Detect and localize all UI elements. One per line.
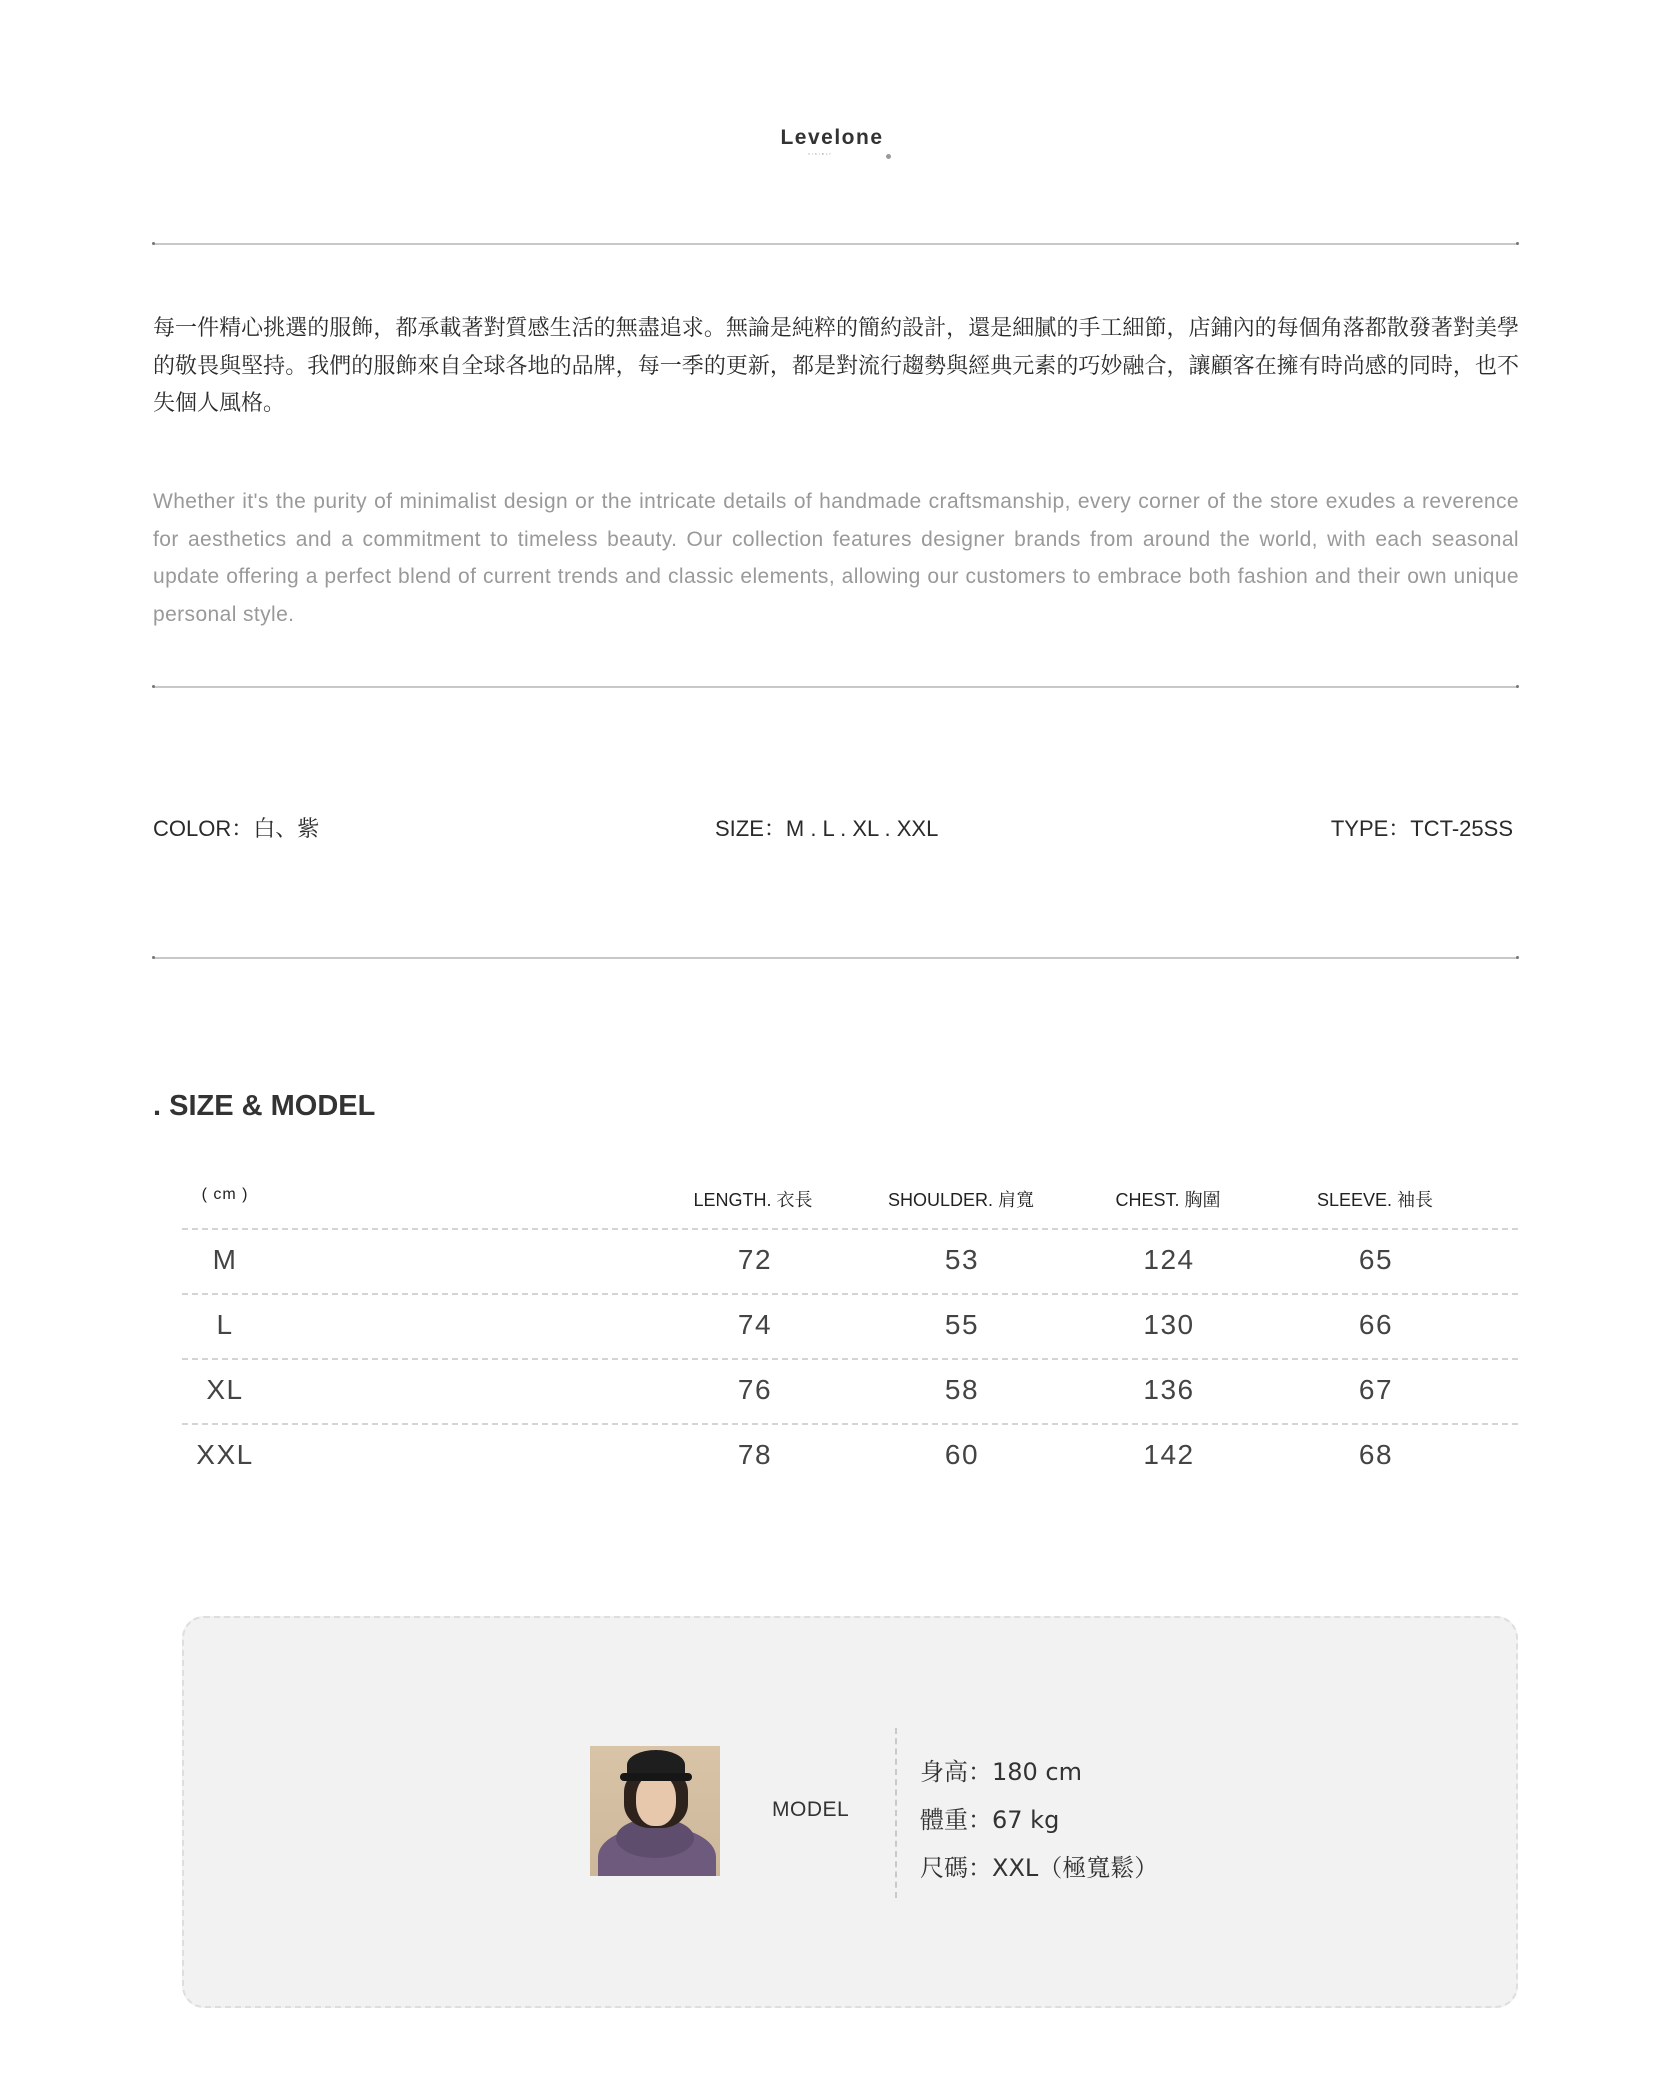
chest-cell: 136 — [1143, 1374, 1195, 1405]
model-label: MODEL — [772, 1798, 850, 1821]
spec-color: COLOR：白、紫 — [153, 816, 320, 841]
unit-label: ( cm ) — [201, 1186, 249, 1203]
sleeve-cell: 68 — [1358, 1439, 1394, 1470]
model-height: 身高：180 cm — [920, 1758, 1083, 1786]
size-cell: L — [216, 1309, 234, 1340]
spec-size: SIZE：M . L . XL . XXL — [715, 816, 939, 841]
column-header-sleeve: SLEEVE. 袖長 — [1316, 1190, 1434, 1210]
table-row-xxl — [182, 1425, 1518, 1488]
chest-cell: 142 — [1143, 1439, 1195, 1470]
logo-text: Levelone — [780, 126, 884, 149]
length-cell: 74 — [737, 1309, 773, 1340]
length-cell: 78 — [737, 1439, 773, 1470]
section-title: . SIZE & MODEL — [153, 1090, 376, 1122]
sleeve-cell: 66 — [1358, 1309, 1394, 1340]
length-cell: 76 — [737, 1374, 773, 1405]
chest-cell: 124 — [1143, 1244, 1195, 1275]
shoulder-cell: 53 — [944, 1244, 980, 1275]
chest-cell: 130 — [1143, 1309, 1195, 1340]
intro-chinese: 每一件精心挑選的服飾，都承載著對質感生活的無盡追求。無論是純粹的簡約設計，還是細膩的手工細節，店鋪內的每個角落都散發著對美學的敬畏與堅持。我們的服飾來自全球各地的品牌，每一季的更新，都是對流行趨勢與經典元素的巧妙融合，讓顧客在擁有時尚感的同時，也不失個人風格。 — [153, 316, 1519, 416]
column-header-shoulder: SHOULDER. 肩寬 — [887, 1190, 1035, 1210]
size-table — [182, 1168, 1518, 1488]
shoulder-cell: 55 — [944, 1309, 980, 1340]
model-weight: 體重：67 kg — [920, 1806, 1060, 1834]
divider-specs — [153, 957, 1518, 959]
spec-type: TYPE：TCT-25SS — [1330, 816, 1513, 841]
shoulder-cell: 58 — [944, 1374, 980, 1405]
table-header — [182, 1168, 1518, 1228]
divider-top — [153, 243, 1518, 245]
logo-subtext: VISIBLY — [808, 152, 833, 156]
model-divider — [895, 1728, 897, 1898]
column-header-chest: CHEST. 胸圍 — [1115, 1190, 1221, 1210]
shoulder-cell: 60 — [944, 1439, 980, 1470]
sleeve-cell: 65 — [1358, 1244, 1394, 1275]
column-header-length: LENGTH. 衣長 — [693, 1190, 813, 1210]
model-stats — [920, 1748, 1158, 1892]
length-cell: 72 — [737, 1244, 773, 1275]
intro-english: Whether it's the purity of minimalist design or the intricate details of handmade craftsmanship, every corner of the store exudes a reverence for aesthetics and a commitment to timeless beauty. Our collection features designer brands from around the world, with each seasonal update offering a perfect blend of current trends and classic elements, allowing our customers to embrace both fashion and their own unique personal style. — [153, 490, 1519, 626]
brand-logo — [0, 126, 1664, 156]
size-cell: M — [212, 1244, 238, 1275]
table-row-xl — [182, 1360, 1518, 1423]
sleeve-cell: 67 — [1358, 1374, 1394, 1405]
size-cell: XL — [206, 1374, 244, 1405]
size-cell: XXL — [196, 1439, 254, 1470]
divider-intro — [153, 686, 1518, 688]
table-row-m — [182, 1230, 1518, 1293]
table-row-l — [182, 1295, 1518, 1358]
logo-dot — [886, 154, 891, 159]
model-photo — [590, 1746, 720, 1876]
model-info-card — [182, 1616, 1518, 2008]
model-size: 尺碼：XXL（極寬鬆） — [920, 1854, 1159, 1882]
